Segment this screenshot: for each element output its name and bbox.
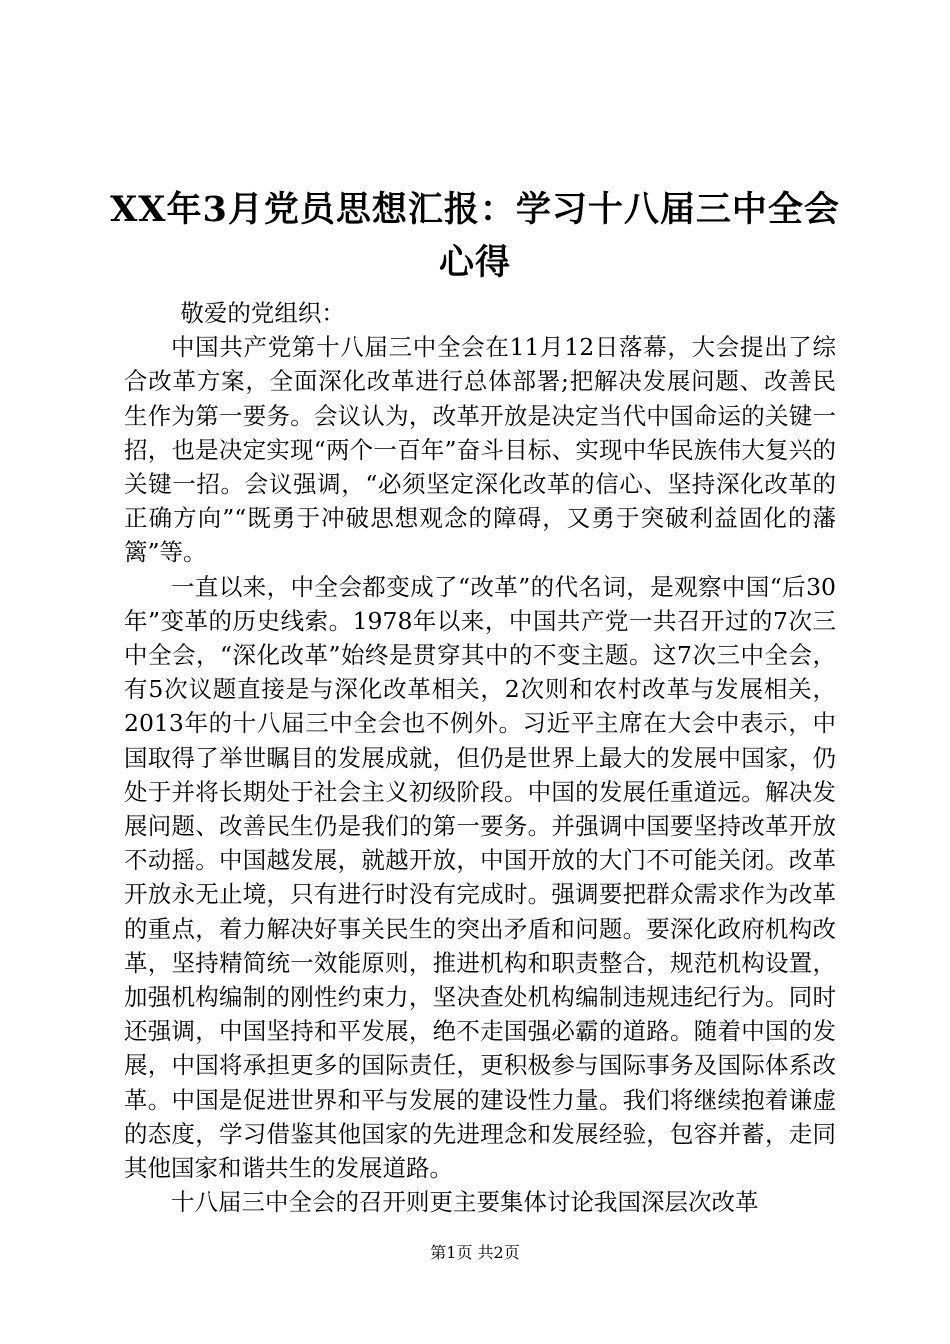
document-body bbox=[124, 296, 836, 1219]
page-footer: 第1页 共2页 bbox=[430, 1243, 520, 1262]
paragraph-1: 中国共产党第十八届三中全会在11月12日落幕，大会提出了综合改革方案，全面深化改革进行总体部署;把解决发展问题、改善民生作为第一要务。会议认为，改革开放是决定当代中国命运的关键一招，也是决定实现“两个一百年”奋斗目标、实现中华民族伟大复兴的关键一招。会议强调，“必须坚定深化改革的信心、坚持深化改革的正确方向”“既勇于冲破思想观念的障碍，又勇于突破利益固化的藩篱”等。 bbox=[124, 333, 836, 567]
document-title-line-1: XX年3月党员思想汇报：学习十八届三中全会 bbox=[110, 189, 840, 230]
paragraph-2: 一直以来，中全会都变成了“改革”的代名词，是观察中国“后30年”变革的历史线索。1978年以来，中国共产党一共召开过的7次三中全会，“深化改革”始终是贯穿其中的不变主题。这7次三中全会，有5次议题直接是与深化改革相关，2次则和农村改革与发展相关，2013年的十八届三中全会也不例外。习近平主席在大会中表示，中国取得了举世瞩目的发展成就，但仍是世界上最大的发展中国家，仍处于并将长期处于社会主义初级阶段。中国的发展任重道远。解决发展问题、改善民生仍是我们的第一要务。并强调中国要坚持改革开放不动摇。中国越发展，就越开放，中国开放的大门不可能关闭。改革开放永无止境，只有进行时没有完成时。强调要把群众需求作为改革的重点，着力解决好事关民生的突出矛盾和问题。要深化政府机构改革，坚持精简统一效能原则，推进机构和职责整合，规范机构设置，加强机构编制的刚性约束力，坚决查处机构编制违规违纪行为。同时还强调，中国坚持和平发展，绝不走国强必霸的道路。随着中国的发展，中国将承担更多的国际责任，更积极参与国际事务及国际体系改革。中国是促进世界和平与发展的建设性力量。我们将继续抱着谦虚的态度，学习借鉴其他国家的先进理念和发展经验，包容并蓄，走同其他国家和谐共生的发展道路。 bbox=[124, 572, 836, 1183]
salutation: 敬爱的党组织： bbox=[180, 299, 345, 327]
paragraph-3: 十八届三中全会的召开则更主要集体讨论我国深层次改革 bbox=[171, 1188, 759, 1217]
document-title-line-2: 心得 bbox=[438, 242, 511, 283]
